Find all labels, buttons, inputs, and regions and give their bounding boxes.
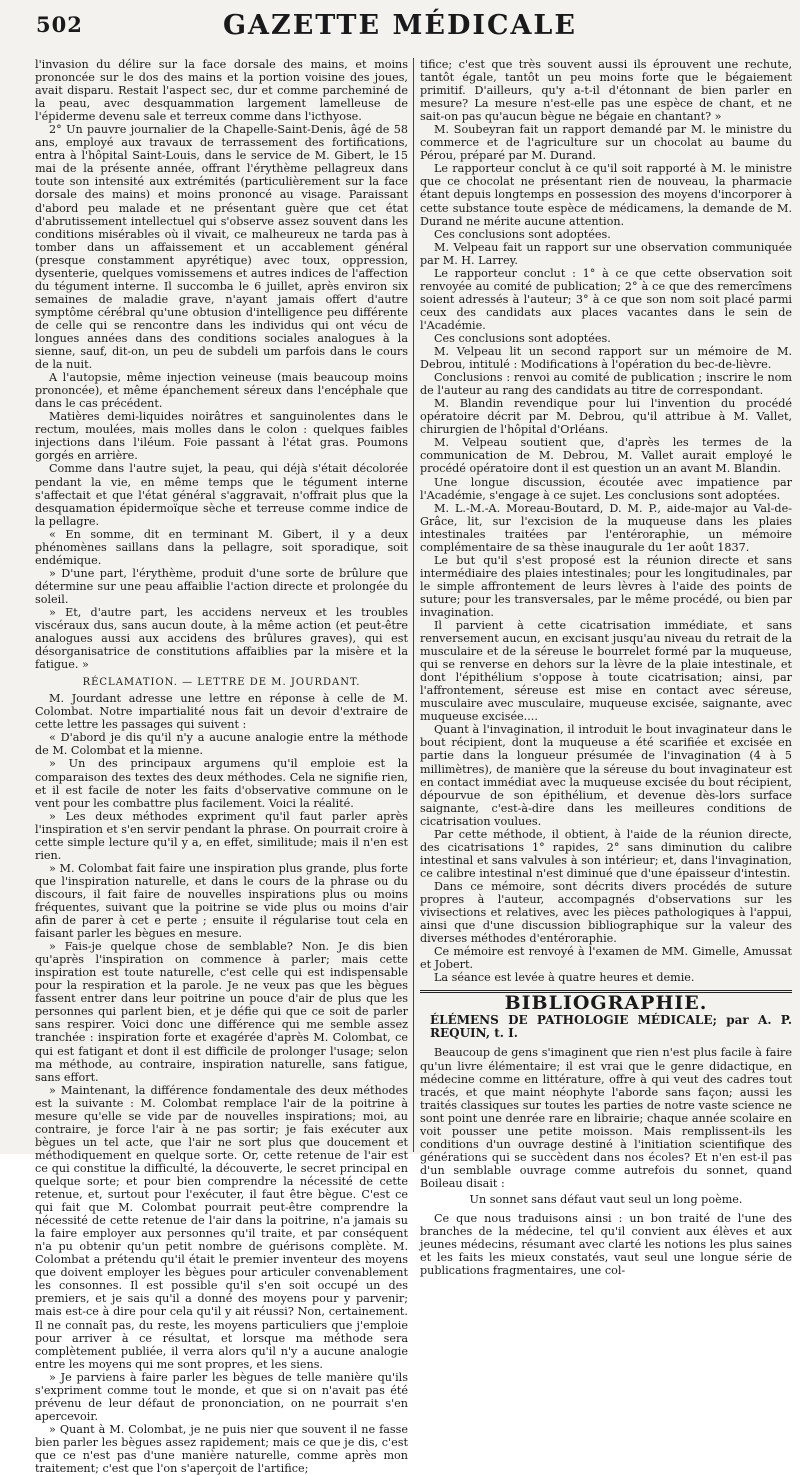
paragraph: » M. Colombat fait faire une inspiration plus grande, plus forte que l'inspiration naturelle, et dans le cours de la phrase ou du discours, il fait faire de nouvelles inspirations plus ou moins fréquentes, suivant que la poitrine se vide plus ou moins d'air afin de parer à cet e perte ; ensuite il régularise tout cela en faisant parler les bègues en mesure. — [35, 861, 408, 941]
paragraph: Matières demi-liquides noirâtres et sanguinolentes dans le rectum, moulées, mais molles dans le colon : quelques faibles injections dans l'iléum. Foie passant à l'état gras. Poumons gorgés en arrière. — [35, 410, 408, 463]
paragraph: 2° Un pauvre journalier de la Chapelle-Saint-Denis, âgé de 58 ans, employé aux travaux de terrassement des fortifications, entra à l'hôpital Saint-Louis, dans le service de M. Gibert, le 15 mai de la présente année, offrant l'érythème pellagreux dans toute son intensité aux extrémités (particulièrement sur la face dorsale des mains) et moins prononcé au visage. Paraissant d'abord peu malade et ne présentant guère que cet état d'abrutissement intellectuel qui s'observe assez souvent dans les conditions misérables où il vivait, ce malheureux ne tarda pas à tomber dans un affaissement et un accablement général (presque constamment apyrétique) avec toux, oppression, dysenterie, quelques vomissemens et autres indices de l'affection du tégument interne. Il succomba le 6 juillet, après environ six semaines de maladie grave, n'ayant jamais offert d'autre symptôme cérébral qu'une obtusion d'intelligence peu différente de celle qui se rencontre dans les individus qui ont vécu de longues années dans des conditions sociales analogues à la sienne, sauf, dit-on, un peu de subdeli um parfois dans le cours de la nuit. — [35, 123, 408, 372]
paragraph: M. Velpeau lit un second rapport sur un mémoire de M. Debrou, intitulé : Modifications à l'opération du bec-de-lièvre. — [420, 345, 792, 372]
paragraph: M. L.-M.-A. Moreau-Boutard, D. M. P., aide-major au Val-de-Grâce, lit, sur l'excision de la muqueuse dans les plaies intestinales traitées par l'entéroraphie, un mémoire complémentaire de sa thèse inaugurale du 1er août 1837. — [420, 501, 792, 554]
paragraph: Ces conclusions sont adoptées. — [434, 331, 611, 345]
page-header — [0, 0, 800, 56]
paragraph: » Je parviens à faire parler les bègues de telle manière qu'ils s'expriment comme tout le monde, et que si on n'avait pas été prévenu de leur défaut de prononciation, on ne pourrait s'en apercevoir. — [35, 1370, 408, 1423]
right-column — [420, 58, 792, 1278]
book-title: ÉLÉMENS DE PATHOLOGIE MÉDICALE; par A. P. REQUIN, t. I. — [430, 1013, 792, 1041]
paragraph: Par cette méthode, il obtient, à l'aide de la réunion directe, des cicatrisations 1° rapides, 2° sans diminution du calibre intestinal et sans valvules à son intérieur; et, dans l'invagination, ce calibre intestinal n'est diminué que d'une épaisseur d'intestin. — [420, 827, 792, 880]
paragraph: M. Soubeyran fait un rapport demandé par M. le ministre du commerce et de l'agriculture sur un chocolat au baume du Pérou, préparé par M. Durand. — [420, 123, 792, 163]
paragraph: » Et, d'autre part, les accidens nerveux et les troubles viscéraux dus, sans aucun doute, à la même action (et peut-être analogues aussi aux accidens des brûlures graves), qui est désorganisatrice de constitutions affaiblies par la misère et la fatigue. » — [35, 605, 408, 672]
paragraph: M. Blandin revendique pour lui l'invention du procédé opératoire décrit par M. Debrou, qu'il attribue à M. Vallet, chirurgien de l'hôpital d'Orléans. — [420, 397, 792, 437]
paragraph: Dans ce mémoire, sont décrits divers procédés de suture propres à l'auteur, accompagnés d'observations sur les vivisections et relatives, avec les pièces pathologiques à l'appui, ainsi que d'une discussion bibliographique sur la valeur des diverses méthodes d'entéroraphie. — [420, 879, 792, 946]
paragraph: A l'autopsie, même injection veineuse (mais beaucoup moins prononcée), et même épanchement séreux dans l'encéphale que dans le cas précédent. — [35, 371, 408, 411]
journal-title: GAZETTE MÉDICALE — [222, 10, 577, 41]
paragraph: » Un des principaux argumens qu'il emploie est la comparaison des textes des deux méthodes. Cela ne signifie rien, et il est facile de noter les faits d'observative commune on le vent pour les combattre plus facilement. Voici la réalité. — [35, 757, 408, 810]
paragraph: « D'abord je dis qu'il n'y a aucune analogie entre la méthode de M. Colombat et la mienne. — [35, 731, 408, 758]
paragraph: La séance est levée à quatre heures et demie. — [434, 971, 695, 985]
column-divider — [413, 58, 414, 1152]
section-title: RÉCLAMATION. — LETTRE DE M. JOURDANT. — [82, 677, 361, 689]
paragraph: » Quant à M. Colombat, je ne puis nier que souvent il ne fasse bien parler les bègues assez rapidement; mais ce que je dis, c'est que ce n'est pas d'une manière naturelle, comme après mon traitement; c'est que l'on s'aperçoit de l'artifice; — [35, 1422, 408, 1475]
paragraph: Le rapporteur conclut : 1° à ce que cette observation soit renvoyée au comité de publication; 2° à ce que des remercîmens soient adressés à l'auteur; 3° à ce que son nom soit placé parmi ceux des candidats aux places vacantes dans le sein de l'Académie. — [420, 266, 792, 332]
paragraph: Conclusions : renvoi au comité de publication ; inscrire le nom de l'auteur au rang des candidats au titre de correspondant. — [420, 371, 792, 398]
paragraph: Il parvient à cette cicatrisation immédiate, et sans renversement aucun, en excisant jusqu'au niveau du retrait de la musculaire et de la séreuse le bourrelet formé par la muqueuse, qui se renverse en dehors sur la lèvre de la plaie intestinale, et dont l'épithélium s'oppose à toute cicatrisation; ainsi, par l'affrontement, séreuse est mise en contact avec séreuse, musculaire avec musculaire, muqueuse excisée, saignante, avec muqueuse excisée.... — [420, 619, 792, 724]
paragraph: Ce mémoire est renvoyé à l'examen de MM. Gimelle, Amussat et Jobert. — [420, 945, 792, 972]
paragraph: » Fais-je quelque chose de semblable? Non. Je dis bien qu'après l'inspiration on commence à parler; mais cette inspiration est toute naturelle, c'est celle qui est indispensable pour la respiration et la parole. Je ne veux pas que les bègues fassent entrer dans leur poitrine un pouce d'air de plus que les personnes qui parlent bien, et je défie qui que ce soit de parler sans respirer. Voici donc une différence qui me semble assez tranchée : inspiration forte et exagérée d'après M. Colombat, ce qui est fatigant et dont il est difficile de prolonger l'usage; selon ma méthode, au contraire, inspiration naturelle, sans fatigue, sans effort. — [35, 940, 408, 1084]
paragraph: Ce que nous traduisons ainsi : un bon traité de l'une des branches de la médecine, tel qu'il convient aux élèves et aux jeunes médecins, résumant avec clarté les notions les plus saines et les faits les mieux constatés, vaut seul une longue série de publications fragmentaires, une col- — [420, 1212, 792, 1278]
paragraph: M. Velpeau fait un rapport sur une observation communiquée par M. H. Larrey. — [420, 240, 792, 267]
paragraph: » Maintenant, la différence fondamentale des deux méthodes est la suivante : M. Colombat remplace l'air de la poitrine à mesure qu'elle se vide par de nouvelles inspirations; moi, au contraire, je force l'air à ne pas sortir; je fais exécuter aux bègues un tel acte, que l'air ne sort plus que doucement et méthodiquement en quelque sorte. Or, cette retenue de l'air est ce qui constitue la difficulté, la découverte, le secret principal en quelque sorte; et pour bien comprendre la nécessité de cette retenue, et, surtout pour l'exécuter, il faut être bègue. C'est ce qui fait que M. Colombat pourrait peut-être comprendre la nécessité de cette retenue de l'air dans la poitrine, n'a jamais su la faire employer aux personnes qu'il traite, et par conséquent n'a pu obtenir qu'un petit nombre de guérisons complète. M. Colombat a prétendu qu'il était le premier inventeur des moyens que doivent employer les bègues pour articuler convenablement les consonnes. Il est possible qu'il s'en soit occupé un des premiers, et je sais qu'il a donné des moyens pour y parvenir; mais est-ce à dire pour cela qu'il y ait réussi? Non, certainement. Il ne connaît pas, du reste, les moyens particuliers que j'emploie pour arriver à ce résultat, et lorsque ma méthode sera complètement publiée, il verra alors qu'il n'y a aucune analogie entre les moyens qui me sont propres, et les siens. — [35, 1083, 408, 1371]
paragraph: Ces conclusions sont adoptées. — [434, 227, 611, 241]
paragraph: M. Jourdant adresse une lettre en réponse à celle de M. Colombat. Notre impartialité nous fait un devoir d'extraire de cette lettre les passages qui suivent : — [35, 692, 408, 732]
paragraph: l'invasion du délire sur la face dorsale des mains, et moins prononcée sur le dos des mains et la portion voisine des joues, avait disparu. Restait l'aspect sec, dur et comme parcheminé de la peau, avec desquammation largement lamelleuse de l'épiderme devenu sale et terreux comme dans l'icthyose. — [35, 58, 408, 124]
paragraph: tifice; c'est que très souvent aussi ils éprouvent une rechute, tantôt égale, tantôt un peu moins forte que le bégaiement primitif. D'ailleurs, qu'y a-t-il d'étonnant de bien parler en mesure? La mesure n'est-elle pas une espèce de chant, et ne sait-on pas qu'aucun bègue ne bégaie en chantant? » — [420, 58, 792, 124]
page-number: 502 — [36, 12, 83, 37]
paragraph: Comme dans l'autre sujet, la peau, qui déjà s'était décolorée pendant la vie, en même temps que le tégument interne s'affectait et que l'état général s'aggravait, n'offrait plus que la desquamation épidermoïque sèche et terreuse comme indice de la pellagre. — [35, 462, 408, 528]
bibliography-heading: BIBLIOGRAPHIE. — [504, 992, 708, 1015]
verse-quote: Un sonnet sans défaut vaut seul un long poème. — [469, 1192, 743, 1206]
paragraph: Le but qu'il s'est proposé est la réunion directe et sans intermédiaire des plaies intestinales; pour les longitudinales, par le simple affrontement de leurs lèvres à l'aide des points de suture; pour les transversales, par le même procédé, ou bien par invagination. — [420, 553, 792, 619]
paragraph: Quant à l'invagination, il introduit le bout invaginateur dans le bout récipient, dont la muqueuse a été scarifiée et excisée en partie dans la longueur présumée de l'invagination (4 à 5 millimètres), de manière que la séreuse du bout invaginateur est en contact immédiat avec la muqueuse excisée du bout récipient, dépourvue de son épithélium, et devenue dès-lors surface saignante, c'est-à-dire dans les meilleures conditions de cicatrisation voulues. — [420, 723, 792, 828]
paragraph: Le rapporteur conclut à ce qu'il soit rapporté à M. le ministre que ce chocolat ne présentant rien de nouveau, la pharmacie étant depuis longtemps en possession des moyens d'incorporer à cette substance toute espèce de médicamens, la demande de M. Durand ne mérite aucune attention. — [420, 162, 792, 228]
paragraph: M. Velpeau soutient que, d'après les termes de la communication de M. Debrou, M. Vallet aurait employé le procédé opératoire dont il est question un an avant M. Blandin. — [420, 436, 792, 476]
paragraph: Une longue discussion, écoutée avec impatience par l'Académie, s'engage à ce sujet. Les conclusions sont adoptées. — [420, 475, 792, 502]
paragraph: Beaucoup de gens s'imaginent que rien n'est plus facile à faire qu'un livre élémentaire; il est vrai que le genre didactique, en médecine comme en littérature, offre à qui veut des cadres tout tracés, et que maint néophyte l'aborde sans façon; aussi les traités classiques sur toutes les parties de notre vaste science ne sont point une denrée rare en librairie; chaque année scolaire en voit pousser une petite moisson. Mais remplissent-ils les conditions d'un ouvrage destiné à l'initiation scientifique des générations qui se succèdent dans nos écoles? Et n'en est-il pas d'un semblable ouvrage comme autrefois du sonnet, quand Boileau disait : — [420, 1046, 792, 1190]
left-column — [35, 58, 408, 1475]
paragraph: « En somme, dit en terminant M. Gibert, il y a deux phénomènes saillans dans la pellagre, soit sporadique, soit endémique. — [35, 527, 408, 567]
paragraph: » Les deux méthodes expriment qu'il faut parler après l'inspiration et s'en servir pendant la phrase. On pourrait croire à cette simple lecture qu'il y a, en effet, similitude; mais il n'en est rien. — [35, 809, 408, 862]
paragraph: » D'une part, l'érythème, produit d'une sorte de brûlure que détermine sur une peau affaiblie l'action directe et prolongée du soleil. — [35, 566, 408, 606]
